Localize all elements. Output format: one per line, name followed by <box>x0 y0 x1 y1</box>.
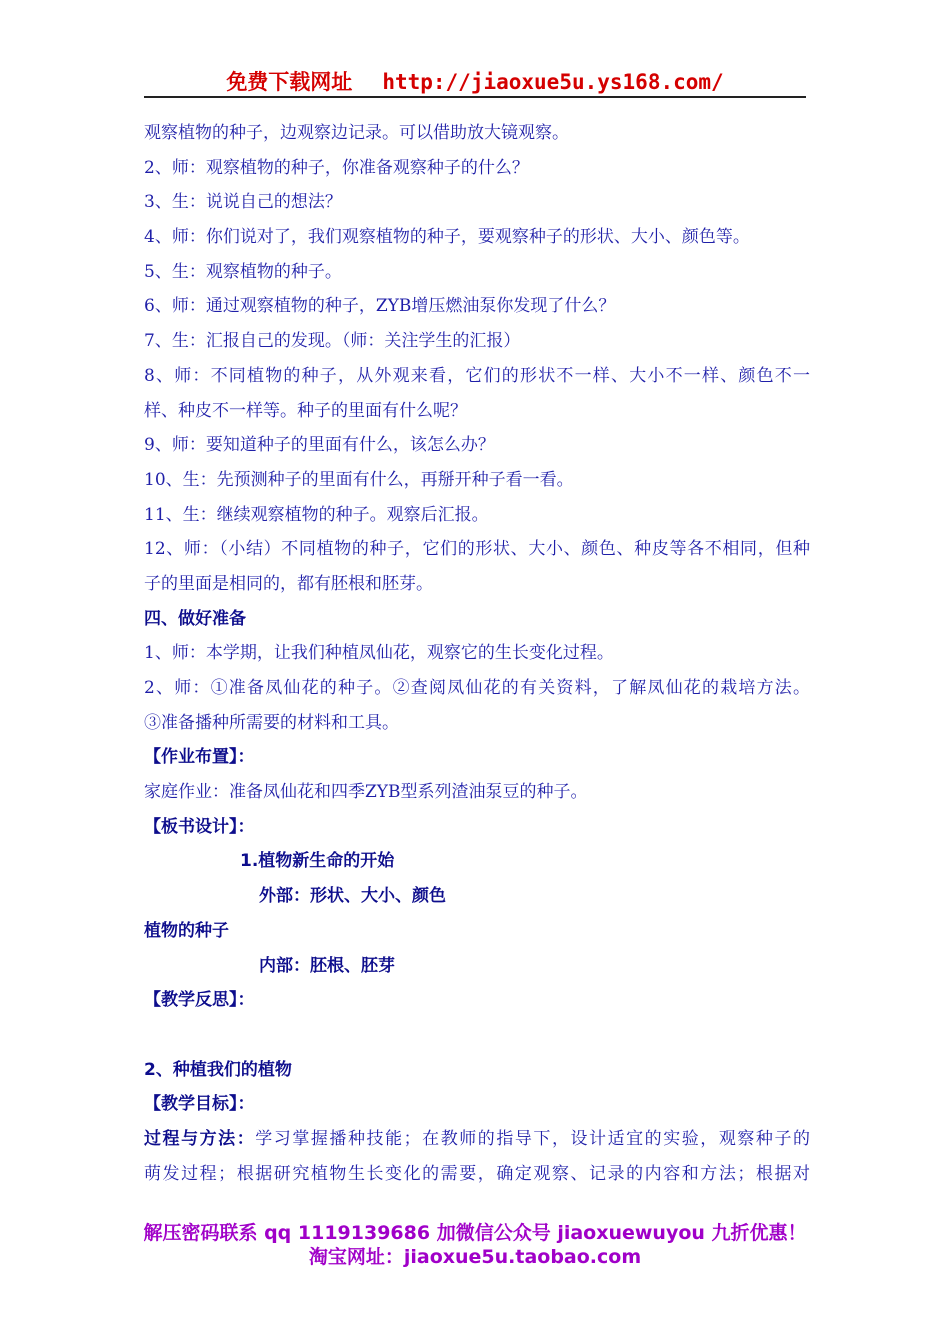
text-line: 11、生：继续观察植物的种子。观察后汇报。 <box>144 504 489 525</box>
page-header <box>144 66 806 98</box>
text-line: 样、种皮不一样等。种子的里面有什么呢？ <box>144 400 467 421</box>
header-url[interactable]: http://jiaoxue5u.ys168.com/ <box>382 70 724 94</box>
text-line <box>144 1122 810 1157</box>
text-line: 4、师：你们说对了，我们观察植物的种子，要观察种子的形状、大小、颜色等。 <box>144 227 750 248</box>
text-line: 9、师：要知道种子的里面有什么，该怎么办？ <box>144 435 495 456</box>
board-design-heading: 【板书设计】： <box>144 816 255 837</box>
text-line: 12、师：（小结）不同植物的种子，它们的形状、大小、颜色、种皮等各不相同，但种 <box>144 539 810 560</box>
objectives-heading: 【教学目标】： <box>144 1094 255 1115</box>
process-text: 学习掌握播种技能；在教师的指导下，设计适宜的实验，观察种子的 <box>255 1128 811 1149</box>
text-line: 8、师：不同植物的种子，从外观来看，它们的形状不一样、大小不一样、颜色不一 <box>144 365 810 386</box>
text-line: 7、生：汇报自己的发现。（师：关注学生的汇报） <box>144 331 521 352</box>
header-label: 免费下载网址 <box>226 70 353 94</box>
text-line: 6、师：通过观察植物的种子，ZYB增压燃油泵你发现了什么？ <box>144 296 616 317</box>
footer-shop-url[interactable]: 淘宝网址：jiaoxue5u.taobao.com <box>308 1246 642 1268</box>
text-line: 1、师：本学期，让我们种植凤仙花，观察它的生长变化过程。 <box>144 643 614 664</box>
document-body <box>144 116 810 1191</box>
board-exterior: 外部：形状、大小、颜色 <box>259 886 446 907</box>
lesson-title: 2、种植我们的植物 <box>144 1059 292 1080</box>
process-label: 过程与方法： <box>144 1128 256 1149</box>
board-interior: 内部：胚根、胚芽 <box>259 955 395 976</box>
blank-line <box>144 1018 810 1053</box>
text-line: 5、生：观察植物的种子。 <box>144 261 342 282</box>
text-line: 家庭作业：准备凤仙花和四季ZYB型系列渣油泵豆的种子。 <box>144 782 588 803</box>
text-line: 观察植物的种子，边观察边记录。可以借助放大镜观察。 <box>144 123 569 143</box>
section-heading: 四、做好准备 <box>144 608 246 629</box>
text-line: 萌发过程；根据研究植物生长变化的需要，确定观察、记录的内容和方法；根据对 <box>144 1163 810 1184</box>
board-subject: 植物的种子 <box>144 920 229 941</box>
text-line: ③准备播种所需要的材料和工具。 <box>144 712 399 733</box>
text-line: 10、生：先预测种子的里面有什么，再掰开种子看一看。 <box>144 469 574 490</box>
text-line: 3、生：说说自己的想法？ <box>144 192 342 213</box>
reflection-heading: 【教学反思】： <box>144 990 255 1011</box>
homework-heading: 【作业布置】： <box>144 747 255 768</box>
text-line: 子的里面是相同的，都有胚根和胚芽。 <box>144 573 433 594</box>
text-line: 2、师：①准备凤仙花的种子。②查阅凤仙花的有关资料，了解凤仙花的栽培方法。 <box>144 678 810 698</box>
footer-contact: 解压密码联系 qq 1119139686 加微信公众号 jiaoxuewuyou 九折优惠！ <box>143 1222 807 1244</box>
text-line: 2、师：观察植物的种子，你准备观察种子的什么？ <box>144 157 529 178</box>
board-title: 1.植物新生命的开始 <box>240 851 395 872</box>
